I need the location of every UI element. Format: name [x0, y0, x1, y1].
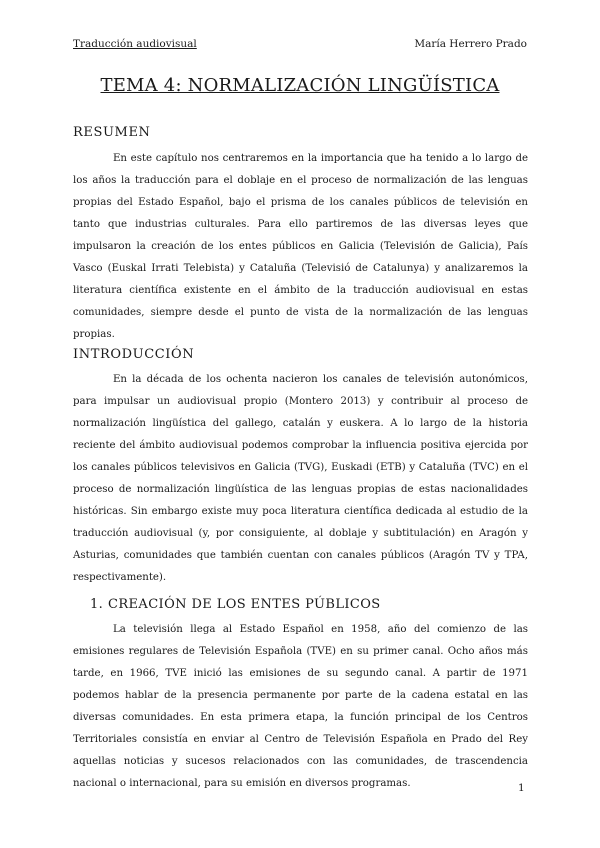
page-header [73, 38, 527, 52]
section-heading-text: CREACIÓN DE LOS ENTES PÚBLICOS [108, 597, 381, 612]
paragraph-creacion: La televisión llega al Estado Español en 1958, año del comienzo de las emisiones regulares de Televisión Española (TVE) en su primer canal. Ocho años más tarde, en 1966, TVE inició las emisiones de su segundo canal. A partir de 1971 podemos hablar de la presencia permanente por parte de la cadena estatal en las diversas comunidades. En esta primera etapa, la función principal de los Centros Territoriales consistía en enviar al Centro de Televisión Española en Prado del Rey aquellas noticias y sucesos relacionados con las comunidades, de trascendencia nacional o internacional, para su emisión en diversos programas. [73, 624, 528, 789]
page-number: 1 [518, 782, 525, 794]
section-heading-introduccion: INTRODUCCIÓN [73, 347, 195, 362]
document-title: TEMA 4: NORMALIZACIÓN LINGÜÍSTICA [100, 75, 500, 96]
section-heading-resumen: RESUMEN [73, 125, 151, 140]
section-heading-creacion [90, 597, 381, 612]
header-course-title: Traducción audiovisual [73, 38, 197, 50]
paragraph-introduccion: En la década de los ochenta nacieron los canales de televisión autonómicos, para impulsar un audiovisual propio (Montero 2013) y contribuir al proceso de normalización lingüística del gallego, catalán y euskera. A lo largo de la historia reciente del ámbito audiovisual podemos comprobar la influencia positiva ejercida por los canales públicos televisivos en Galicia (TVG), Euskadi (ETB) y Cataluña (TVC) en el proceso de normalización lingüística de las lenguas propias de estas nacionalidades históricas. Sin embargo existe muy poca literatura científica dedicada al estudio de la traducción audiovisual (y, por consiguiente, al doblaje y subtitulación) en Aragón y Asturias, comunidades que también cuentan con canales públicos (Aragón TV y TPA, respectivamente). [73, 374, 528, 583]
section-number: 1. [90, 597, 104, 612]
paragraph-resumen: En este capítulo nos centraremos en la importancia que ha tenido a lo largo de los años la traducción para el doblaje en el proceso de normalización de las lenguas propias del Estado Español, bajo el prisma de los canales públicos de televisión en tanto que industrias culturales. Para ello partiremos de las diversas leyes que impulsaron la creación de los entes públicos en Galicia (Televisión de Galicia), País Vasco (Euskal Irrati Telebista) y Cataluña (Televisió de Catalunya) y analizaremos la literatura científica existente en el ámbito de la traducción audiovisual en estas comunidades, siempre desde el punto de vista de la normalización de las lenguas propias. [73, 153, 528, 340]
header-author: María Herrero Prado [414, 38, 527, 50]
